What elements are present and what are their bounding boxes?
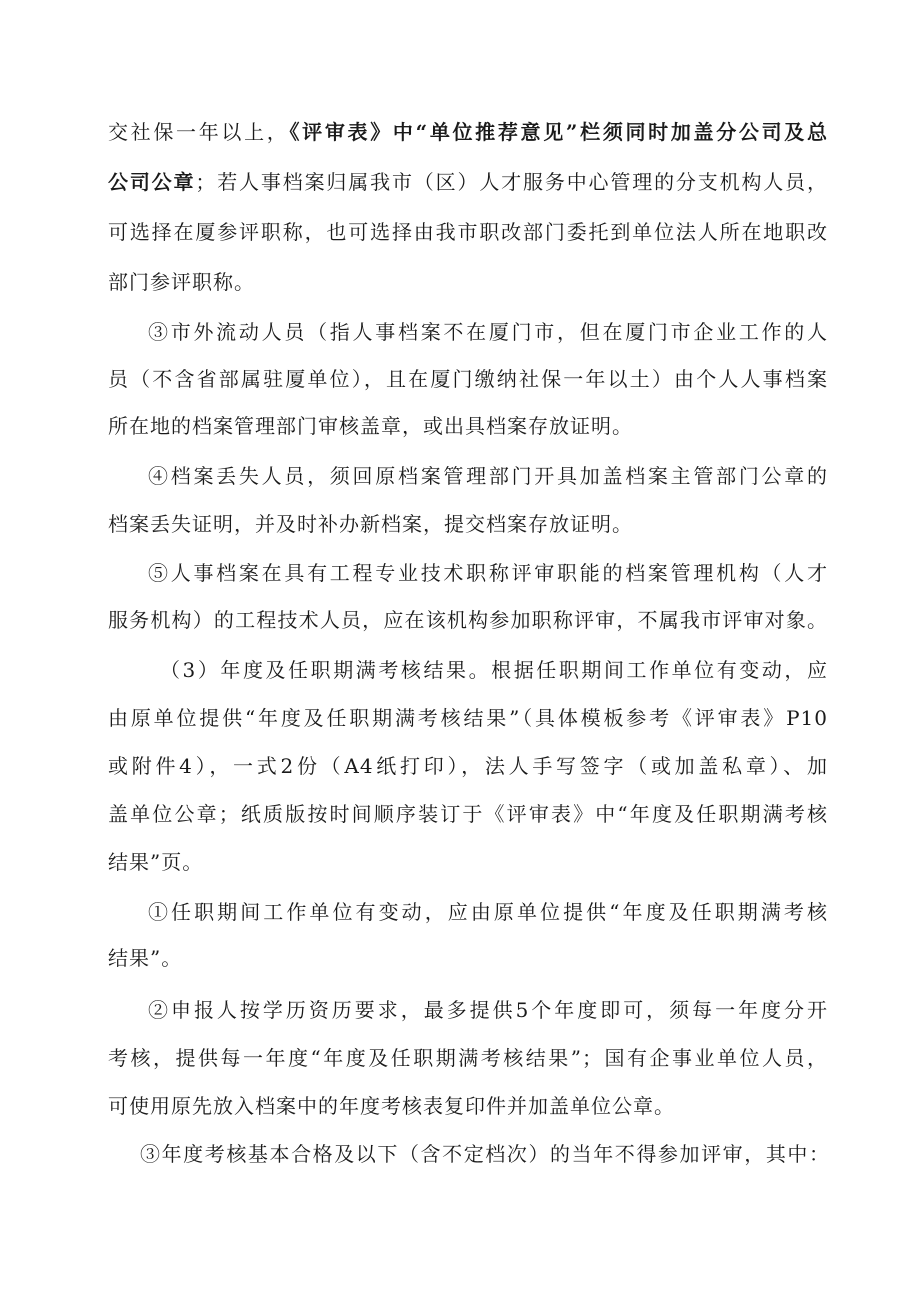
p1-line-2-plain: ；若人事档案归属我市（区）人才服务中心管理的分支机构人员， (195, 170, 828, 194)
p4-line-2: 服务机构）的工程技术人员，应在该机构参加职称评审，不属我市评审对象。 (108, 608, 828, 632)
p5-line-2: 由原单位提供“年度及任职期满考核结果”（具体模板参考《评审表》P10 (108, 706, 828, 730)
p6-line-1: ①任职期间工作单位有变动，应由原单位提供“年度及任职期满考核 (148, 900, 828, 924)
p2-line-2: 员（不含省部属驻厦单位），且在厦门缴纳社保一年以土）由个人人事档案 (108, 367, 828, 391)
p1-line-2 (108, 168, 828, 196)
p5-line-3: 或附件4），一式2份（A4纸打印），法人手写签字（或加盖私章）、加 (108, 754, 828, 778)
p1-line-4: 部门参评职称。 (108, 270, 255, 294)
p2-line-1: ③市外流动人员（指人事档案不在厦门市，但在厦门市企业工作的人 (148, 320, 828, 344)
p1-line-2-bold: 公司公章 (108, 170, 196, 194)
p1-line-3: 可选择在厦参评职称，也可选择由我市职改部门委托到单位法人所在地职改 (108, 220, 828, 244)
p6-line-2: 结果”。 (108, 946, 183, 970)
p5-line-4: 盖单位公章；纸质版按时间顺序装订于《评审表》中“年度及任职期满考核 (108, 802, 828, 826)
p5-line-1: （3）年度及任职期满考核结果。根据任职期间工作单位有变动，应 (160, 658, 828, 682)
p3-line-1: ④档案丢失人员，须回原档案管理部门开具加盖档案主管部门公章的 (148, 464, 828, 488)
p8-line-1: ③年度考核基本合格及以下（含不定档次）的当年不得参加评审，其中： (140, 1142, 830, 1166)
p5-line-5: 结果”页。 (108, 850, 204, 874)
p1-line-1-plain: 交社保一年以上， (108, 120, 290, 144)
p4-line-1: ⑤人事档案在具有工程专业技术职称评审职能的档案管理机构（人才 (148, 561, 828, 585)
p2-line-3: 所在地的档案管理部门审核盖章，或出具档案存放证明。 (108, 414, 633, 438)
p7-line-1: ②申报人按学历资历要求，最多提供5个年度即可，须每一年度分开 (148, 998, 828, 1022)
p3-line-2: 档案丢失证明，并及时补办新档案，提交档案存放证明。 (108, 512, 633, 536)
p7-line-2: 考核，提供每一年度“年度及任职期满考核结果”；国有企事业单位人员， (108, 1046, 828, 1070)
p1-line-1-bold: 《评审表》中“单位推荐意见”栏须同时加盖分公司及总 (289, 120, 828, 144)
p7-line-3: 可使用原先放入档案中的年度考核表复印件并加盖单位公章。 (108, 1094, 675, 1118)
p1-line-1 (108, 118, 828, 146)
